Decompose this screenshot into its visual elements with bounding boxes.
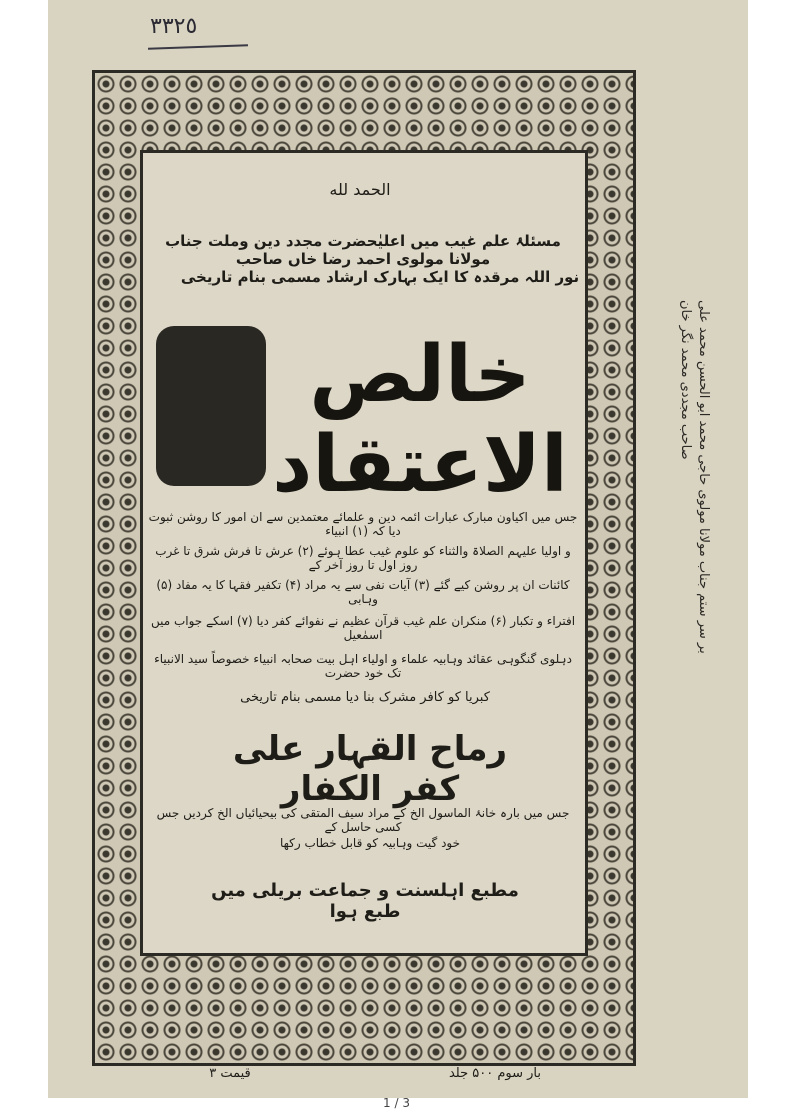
body-line-3: کائنات ان پر روشن کیے گئے (۳) آیات نفی سے یہ مراد (۴) تکفیر فقہا کا یہ مفاد (۵) وہابی — [156, 578, 570, 606]
page-indicator: 1 / 3 — [383, 1096, 410, 1110]
body-line-7: جس میں بارہ خانۂ الماسول الخ کے مراد سیف المتقی کی بیحیائیاں الخ کردیں جس کسی حاسل کے — [156, 806, 570, 834]
body-line-5: دہلوی گنگوہی عقائد وہابیہ علماء و اولیاء اہل بیت صحابہ انبیاء خصوصاً سید الانبیاء تک خود حضرت — [154, 652, 572, 680]
body-line-1: جس میں اکیاون مبارک عبارات ائمہ دین و علمائے معتمدین سے ان امور کا روشن ثبوت دیا کہ (۱) انبیاء — [148, 510, 578, 538]
body-line-2: و اولیا علیہم الصلاۃ والثناء کو علوم غیب عطا ہوئے (۲) عرش تا فرش شرق تا غرب روز اول تا روز آخر کے — [155, 544, 571, 572]
body-line-6: کبریا کو کافر مشرک بنا دیا مسمی بنام تاریخی — [240, 690, 490, 705]
body-line-8: خود گیت وہابیہ کو قابل خطاب رکھا — [279, 836, 461, 850]
footer-edition: بار سوم ۵۰۰ جلد — [448, 1066, 542, 1081]
intro-line-2: نور اللہ مرقدہ کا ایک بہارک ارشاد مسمی بنام تاریخی — [180, 268, 580, 286]
book-title: خالص الاعتقاد — [272, 330, 568, 510]
body-line-4: افتراء و تکبار (۶) منکران علم غیب قرآن عظیم نے نفوائے کفر دیا (۷) اسکے جواب میں اسمٰعیل — [150, 614, 576, 642]
press-imprint: مطبع اہلسنت و جماعت بریلی میں طبع ہوا — [211, 880, 519, 922]
footer-price: قیمت ۳ — [209, 1066, 251, 1081]
intro-line-1: مسئلۂ علم غیب میں اعلیٰحضرت مجدد دین وملت جناب مولانا مولوی احمد رضا خاں صاحب — [165, 232, 561, 268]
margin-inscription: بر سر ستم جناب مولانا مولوی حاجی محمد ابو الحسن محمد علی صاحب مجددی محمد نگر خان — [677, 300, 711, 654]
decorative-title-cartouche — [156, 326, 266, 486]
subtitle: رماح القہار علی کفر الکفار — [232, 729, 508, 809]
bismillah-heading: الحمد لله — [329, 180, 391, 199]
manuscript-number: ٣٣٢٥ — [150, 14, 198, 39]
